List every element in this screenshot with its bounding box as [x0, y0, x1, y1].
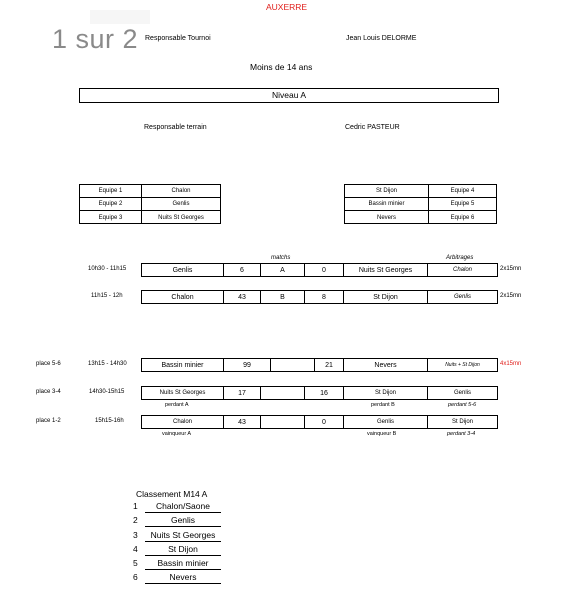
match-team2: Nevers: [344, 359, 428, 371]
teams-table-right: [344, 184, 497, 224]
match-score2: 8: [305, 291, 344, 303]
match-referee: Chalon: [452, 267, 472, 273]
classement-team: Bassin minier: [145, 558, 221, 570]
team-name: Nevers: [345, 211, 429, 224]
match-time: 14h30-15h15: [89, 389, 125, 395]
match-time: 11h15 - 12h: [91, 293, 123, 299]
match-score1: 43: [224, 416, 261, 428]
match-team1: Chalon: [142, 416, 224, 428]
match-row: [141, 290, 498, 304]
match-score2: 16: [305, 387, 344, 399]
match-row: [141, 263, 498, 277]
match-row: [141, 415, 498, 429]
classement-team: St Dijon: [145, 544, 221, 556]
match-time: 15h15-16h: [95, 418, 124, 424]
match-row: [141, 386, 498, 400]
classement-team: Genlis: [145, 515, 221, 527]
match-team1: Bassin minier: [142, 359, 224, 371]
match-format: 4x15mn: [500, 361, 522, 367]
table-row: [345, 185, 496, 198]
match-time: 10h30 - 11h15: [88, 266, 127, 272]
team-label: Equipe 6: [450, 214, 475, 221]
classement-title: Classement M14 A: [136, 489, 208, 499]
match-row: [141, 358, 498, 372]
classement-rank: 5: [133, 558, 138, 568]
team-name: St Dijon: [345, 185, 429, 197]
match-referee: Nuits + St Dijon: [445, 362, 480, 368]
classement-rank: 4: [133, 544, 138, 554]
match-team2: St Dijon: [344, 291, 428, 303]
team-label: Equipe 5: [450, 201, 475, 207]
match-note-team1: perdant A: [165, 402, 189, 408]
team-label: Equipe 1: [80, 185, 142, 197]
table-row: [80, 185, 220, 198]
responsable-tournoi-label: Responsable Tournoi: [145, 35, 211, 42]
classement-team: Nuits St Georges: [145, 530, 221, 542]
table-row: [345, 211, 496, 224]
team-name: Bassin minier: [345, 198, 429, 210]
faded-header-area: [90, 10, 150, 24]
match-note-team2: perdant B: [371, 402, 395, 408]
match-team1: Genlis: [142, 264, 224, 276]
match-note-referee: perdant 5-6: [448, 402, 477, 408]
classement-rank: 3: [133, 530, 138, 540]
match-team2: St Dijon: [344, 387, 428, 399]
match-format: 2x15mn: [500, 293, 522, 299]
responsable-terrain-label: Responsable terrain: [144, 124, 207, 131]
match-letter: B: [261, 291, 305, 303]
team-label: Equipe 2: [80, 198, 142, 210]
team-name: Nuits St Georges: [158, 214, 204, 221]
table-row: [345, 198, 496, 211]
match-score2: 0: [305, 264, 344, 276]
match-letter: [271, 359, 315, 371]
classement-team: Nevers: [145, 572, 221, 584]
classement-team: Chalon/Saone: [145, 501, 221, 513]
team-label: Equipe 4: [450, 188, 475, 194]
match-referee: St Dijon: [451, 419, 473, 425]
match-letter: A: [261, 264, 305, 276]
team-label: Equipe 3: [80, 211, 142, 224]
table-row: [80, 211, 220, 224]
match-score1: 99: [224, 359, 271, 371]
match-note-team2: vainqueur B: [367, 431, 397, 437]
match-note-referee: perdant 3-4: [447, 431, 476, 437]
match-score1: 6: [224, 264, 261, 276]
match-score1: 43: [224, 291, 261, 303]
level-banner: [79, 88, 499, 103]
table-row: [80, 198, 220, 211]
page-indicator: 1 sur 2: [52, 24, 139, 54]
classement-rank: 6: [133, 572, 138, 582]
responsable-terrain-name: Cedric PASTEUR: [345, 124, 400, 131]
level-label: Niveau A: [271, 90, 307, 100]
teams-table-left: [79, 184, 221, 224]
match-place: place 1-2: [36, 418, 61, 424]
match-referee: Genlis: [453, 390, 471, 396]
match-score2: 21: [315, 359, 344, 371]
match-score2: 0: [305, 416, 344, 428]
team-name: Genlis: [172, 201, 190, 207]
match-place: place 5-6: [36, 361, 61, 367]
match-team2: Nuits St Georges: [344, 264, 428, 276]
match-referee: Genlis: [453, 294, 471, 300]
arbitrages-header: Arbitrages: [446, 255, 474, 261]
classement-rank: 1: [133, 501, 138, 511]
match-team1: Nuits St Georges: [142, 387, 224, 399]
category-title: Moins de 14 ans: [250, 62, 313, 72]
match-letter: [261, 387, 305, 399]
responsable-tournoi-name: Jean Louis DELORME: [346, 35, 417, 42]
team-name: Chalon: [171, 188, 191, 194]
match-time: 13h15 - 14h30: [88, 361, 127, 367]
match-letter: [261, 416, 305, 428]
city-title: AUXERRE: [266, 2, 308, 12]
match-team1: Chalon: [142, 291, 224, 303]
match-team2: Genlis: [344, 416, 428, 428]
matchs-header: matchs: [271, 255, 291, 261]
classement-rank: 2: [133, 515, 138, 525]
match-format: 2x15mn: [500, 266, 522, 272]
match-place: place 3-4: [36, 389, 61, 395]
match-score1: 17: [224, 387, 261, 399]
match-note-team1: vainqueur A: [162, 431, 192, 437]
